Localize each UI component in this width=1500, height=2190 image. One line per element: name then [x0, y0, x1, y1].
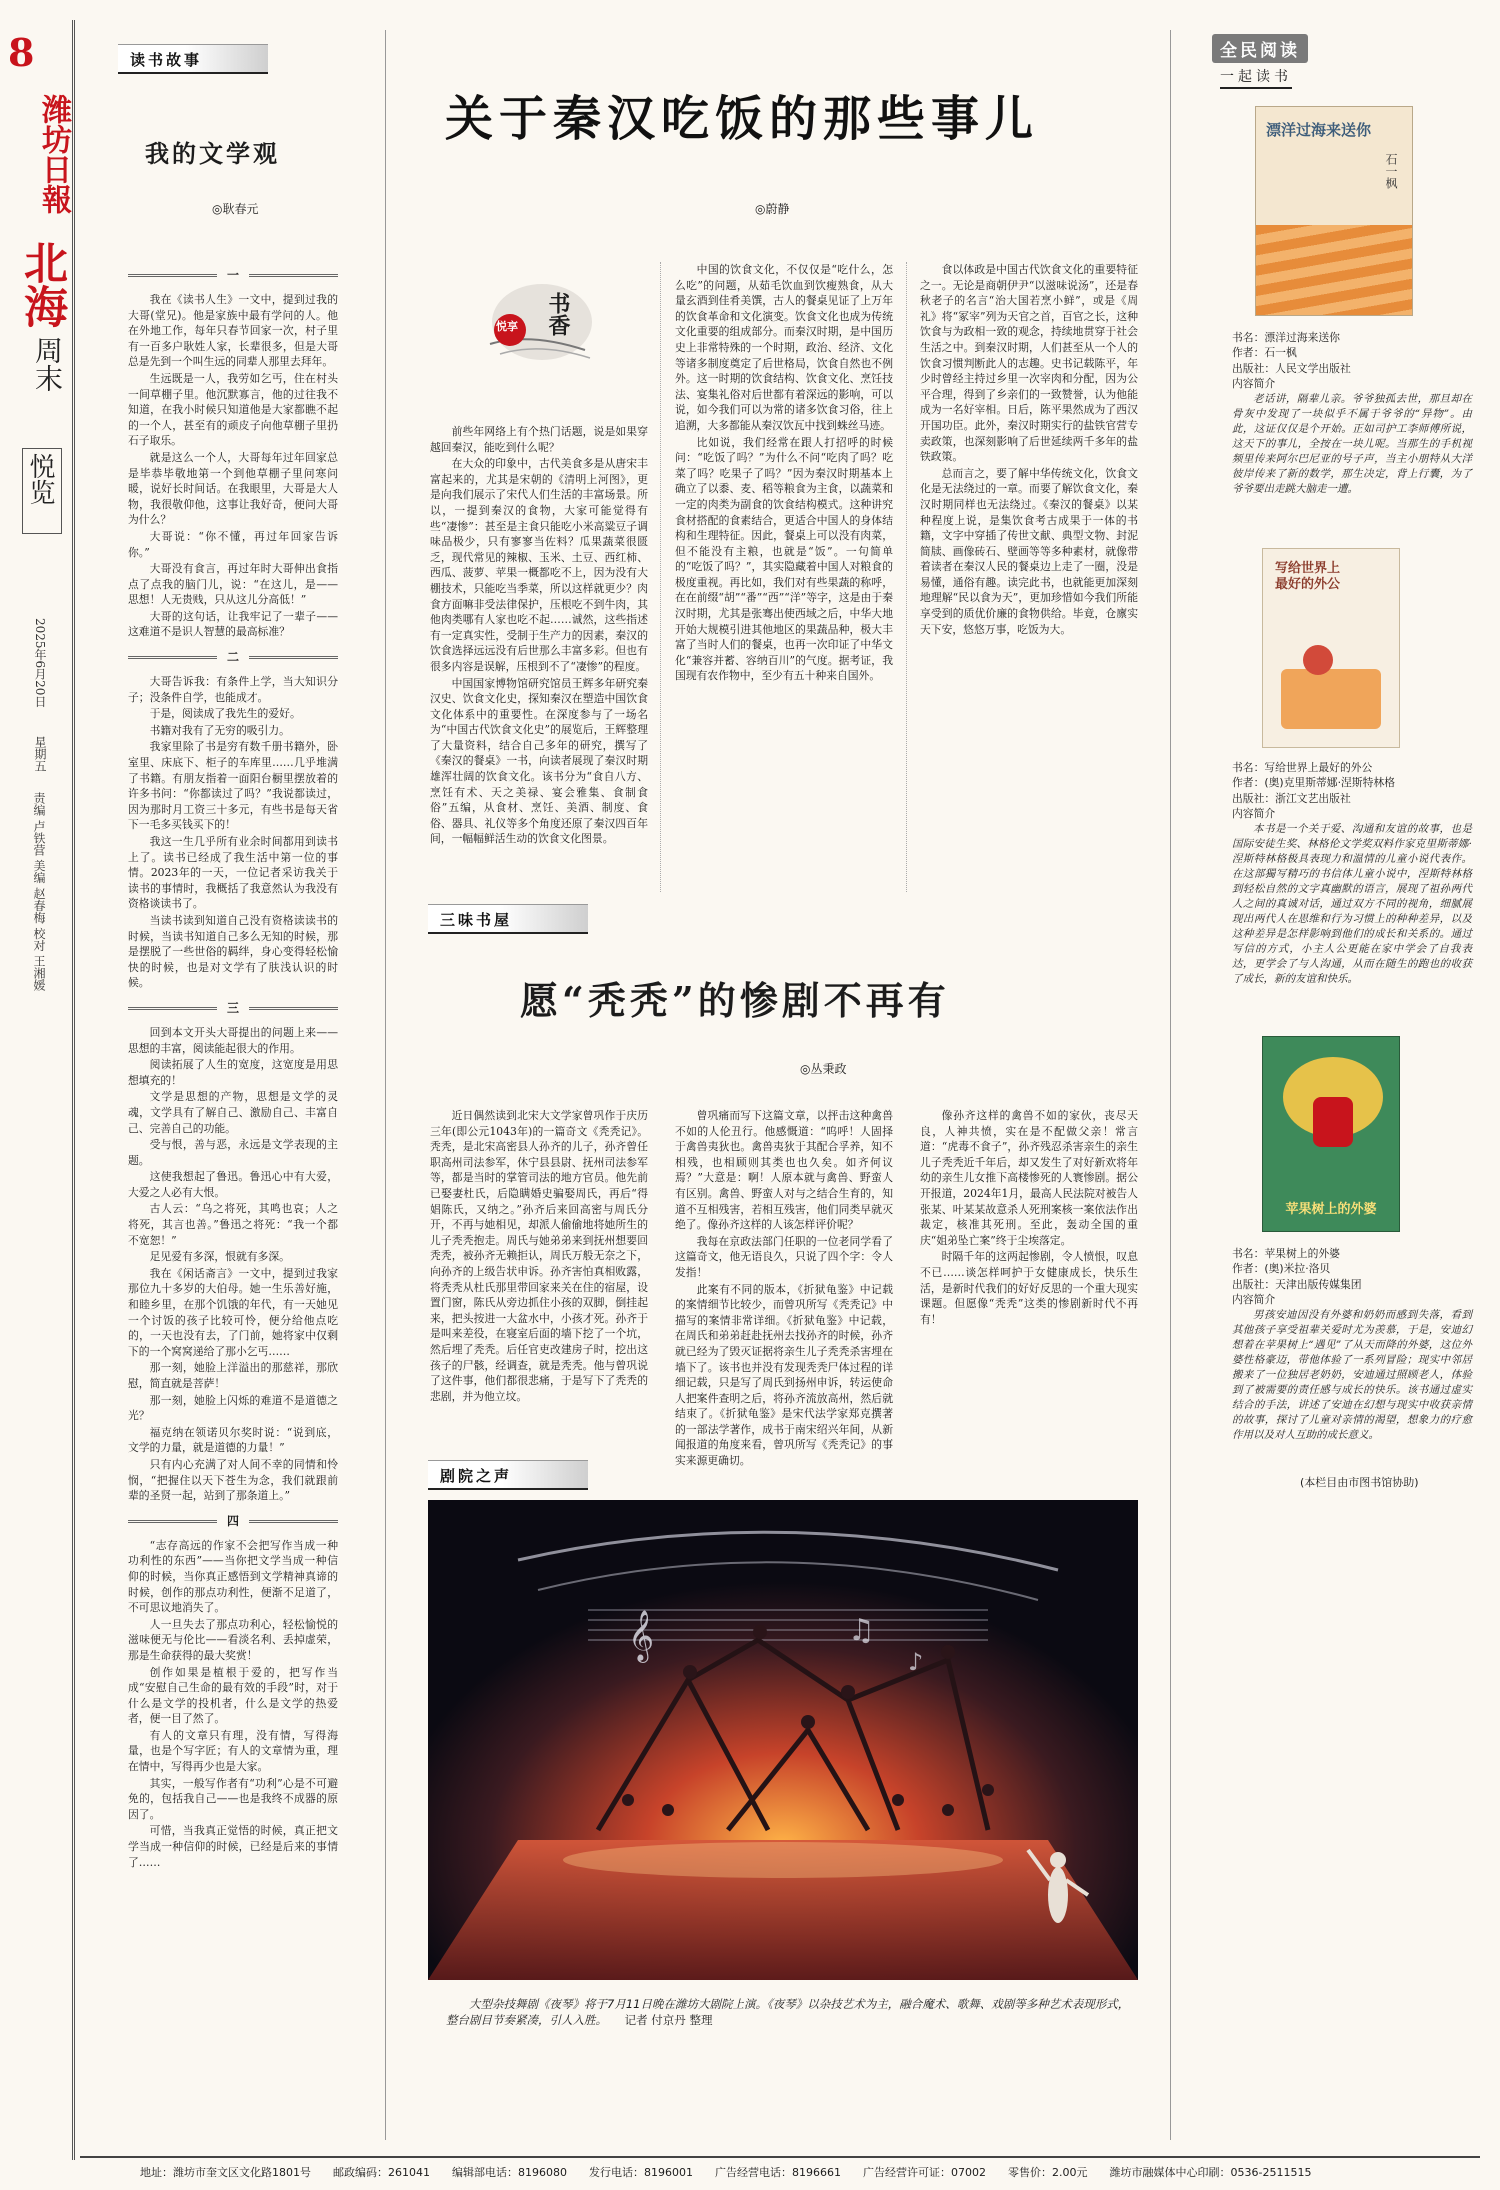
masthead	[0, 0, 72, 2170]
acrobatic-stage-photo	[428, 1500, 1138, 1980]
book2-info	[1232, 760, 1472, 822]
footer-newsroom-phone: 编辑部电话：8196080	[452, 2166, 567, 2179]
book2-cover	[1262, 548, 1400, 748]
book1-name: 书名：漂洋过海来送你	[1232, 331, 1340, 344]
footer-price: 零售价：2.00元	[1008, 2166, 1088, 2179]
book3-author: 作者：(奥)米拉·洛贝	[1232, 1262, 1331, 1276]
article2-col1: 前些年网络上有个热门话题，说是如果穿越回秦汉，能吃到什么呢？ 在大众的印象中，古代美食多是从唐宋丰富起来的，尤其是宋朝的《清明上河图》，更是向我们展示了宋代人们生活的丰富场景。所以，一提到秦汉的食物，大家可能觉得有些“凄惨”：甚至是主食只能吃小米高粱豆子调味品极少，只有寥寥当佐料？瓜果蔬菜很匮乏，现代常见的辣椒、玉米、土豆、西红柿、西瓜、菠萝、苹果一概都吃不上，因为没有大棚技术，只能吃当季菜，所以这样就更少？肉食方面嘛非受法律保护，压根吃不到牛肉，其他肉类哪有人家也吃不起……诚然，这些指述有一定真实性，受制于生产力的因素，秦汉的饮食选择远远没有后世那么丰富多彩。但也有很多内容是误解，压根到不了“凄惨”的程度。 中国国家博物馆研究馆员王辉多年研究秦汉史、饮食文化史，探知秦汉在塑造中国饮食文化体系中的重要性。在深度参与了一场名为“中国古代饮食文化史”的展览后，王辉整理了大量资料，结合自己多年的研究，撰写了《秦汉的餐桌》一书，向读者展现了秦汉时期雄浑壮阔的饮食文化。该书分为“食自八方、烹饪有术、天之美禄、宴会雅集、食制食俗”五编，从食材、烹饪、美酒、制度、食俗、器具、礼仪等多个角度还原了秦汉四百年间，一幅幅鲜活生动的饮食文化图景。	[430, 425, 648, 846]
article3-byline: ◎丛秉政	[800, 1062, 847, 1076]
footer-ad-license: 广告经营许可证：07002	[863, 2166, 986, 2179]
section-tag-sanwei: 三味书屋	[428, 904, 588, 934]
book3-cover-title: 苹果树上的外婆	[1285, 1202, 1377, 1217]
book1-cover-author: 石一枫	[1384, 153, 1398, 189]
book3-intro-label: 内容简介	[1232, 1293, 1276, 1307]
article2-title: 关于秦汉吃饭的那些事儿	[445, 91, 1040, 147]
shuxiang-label: 书香	[545, 292, 571, 336]
book3-publisher: 出版社：天津出版传媒集团	[1232, 1277, 1362, 1291]
article2-col2: 中国的饮食文化，不仅仅是“吃什么，怎么吃”的问题，从茹毛饮血到饮瘦熟食，从大量玄酒到佳肴美馔，古人的餐桌见证了上万年的饮食革命和文化演变。饮食文化也成为传统文化重要的组成部分。而秦汉时期，是中国历史上非常特殊的一个时期，政治、经济、文化等诸多制度奠定了后世格局，饮食自然也不例外。这一时期的饮食结构、饮食文化、烹饪技法、宴集礼俗对后世都有着深远的影响，可以说，如今我们可以为常的诸多饮食习俗，往上追溯，大多都能从秦汉饮瓦中找到蛛丝马迹。 比如说，我们经常在跟人打招呼的时候问：“吃饭了吗？”为什么不问“吃肉了吗？吃菜了吗？吃果子了吗？”因为秦汉时期基本上确立了以黍、麦、稻等粮食为主食，以蔬菜和一定的肉类为副食的饮食结构模式。这种讲究食材搭配的食素结合，更适合中国人的身体结构和生理特征。因此，餐桌上可以没有肉菜，但不能没有主粮，也就是“饭”。一句简单的“吃饭了吗？”，其实隐藏着中国人对粮食的极度重视。再比如，我们对有些果蔬的称呼，在在前缀“胡”“番”“西”“洋”等字，这是由于秦汉时期，尤其是张骞出使西域之后，中华大地开始大规模引进其他地区的果蔬品种，极大丰富了当时人们的餐桌，也再一次印证了中华文化“兼容并蓄、容纳百川”的气度。据考证，我国现有农作物中，至少有五十种来自国外。	[675, 263, 893, 683]
national-reading-label: 全民阅读	[1212, 34, 1308, 63]
book1-info	[1232, 330, 1472, 392]
paper-name: 潍坊日報	[36, 94, 71, 214]
article1-body: 一 我在《读书人生》一文中，提到过我的大哥(堂兄)。他是家族中最有学问的人。他在外地工作，每年只春节回家一次，村子里有一百多户耿姓人家，长辈很多，但是大哥总是先到一个叫生远的同辈人那里去拜年。 生远既是一人，我劳如乞丐，住在村头一间草棚子里。他沉默寡言，他的过往我不知道，在我小时候只知道他是大家都瞧不起的一个人，甚至有的顽皮子向他草棚子里扔石子取乐。 就是这么一个人，大哥每年过年回家总是毕恭毕敬地第一个到他草棚子里问寒问暖，说好长时间话。在我眼里，大哥是大人物，我很敬仰他，这事让我好奇，便问大哥为什么？ 大哥说：“你不懂，再过年回家告诉你。” 大哥没有食言，再过年时大哥伸出食指点了点我的脑门儿，说：“在这儿，是——思想！人无贵贱，只从这儿分高低！” 大哥的这句话，让我牢记了一辈子——这难道不是识人智慧的最高标准？ 二 大哥告诉我：有条件上学，当大知识分子；没条件自学，也能成才。 于是，阅读成了我先生的爱好。 书籍对我有了无穷的吸引力。 我家里除了书是穷有数千册书籍外，卧室里、床底下、柜子的车库里……几乎堆满了书籍。有朋友指着一面阳台橱里摆放着的许多书问：“你都读过了吗？”我说都读过，因为那时月工资三十多元，有些书是每天省下一毛多买钱买下的！ 我这一生几乎所有业余时间都用到读书上了。读书已经成了我生活中第一位的事情。2023年的一天，一位记者采访我关于读书的事情时，我概括了我意然认为我没有资格谈读书了。 当读书读到知道自己没有资格读读书的时候，当读书知道自己多么无知的时候，那是摆脱了一些世俗的羁绊，身心变得轻松愉快的时候，也是对文学有了肤浅认识的时候。 三 回到本文开头大哥提出的问题上来——思想的丰富，阅读能起很大的作用。 阅读拓展了人生的宽度，这宽度是用思想填充的！ 文学是思想的产物，思想是文学的灵魂，文学具有了解自己、激励自己、丰富自己、完善自己的功能。 受与恨，善与恶，永远是文学表现的主题。 这使我想起了鲁迅。鲁迅心中有大爱，大爱之人必有大恨。 古人云：“乌之将死，其鸣也哀；人之将死，其言也善。”鲁迅之将死：“我一个都不宽恕！” 足见爱有多深，恨就有多深。 我在《闲话斋言》一文中，提到过我家那位九十多岁的大伯母。她一生乐善好施，和睦乡里，在那个饥饿的年代，有一天她见一个讨饭的孩子比较可怜，便分给他点吃的，一天也没有去，了门前，她将家中仅剩下的一个窝窝递给了那小乞丐…… 那一刻，她脸上洋溢出的那慈祥，那欣慰，简直就是菩萨！ 那一刻，她脸上闪烁的难道不是道德之光？ 福克纳在领诺贝尔奖时说：“说到底，文学的力量，就是道德的力量！” 只有内心充满了对人间不幸的同情和怜悯，“把握住以天下苍生为念，我们就跟前辈的圣贤一起，站到了那条道上。” 四 “志存高远的作家不会把写作当成一种功利性的东西”——当你把文学当成一种信仰的时候，当你真正感悟到文学精神真谛的时候，创作的那点功利性，便渐不足道了，不可思议地消失了。 人一旦失去了那点功利心，轻松愉悦的滋味便无与伦比——看淡名利、丢掉虚荣，那是生命获得的最大奖赏！ 创作如果是植根于爱的，把写作当成“安慰自己生命的最有效的手段”时，对于什么是文学的投机者，什么是文学的热爱者，便一目了然了。 有人的文章只有理，没有情，写得海量，也是个写字匠；有人的文章情为重，理在情中，写得再少也是大家。 其实，一般写作者有“功利”心是不可避免的，包括我自己——也是我终不成器的原因了。 可惜，当我真正觉悟的时候，真正把文学当成一种信仰的时候，已经是后来的事情了……	[128, 258, 338, 2148]
book2-publisher: 出版社：浙江文艺出版社	[1232, 791, 1351, 805]
book3-intro: 男孩安迪因没有外婆和奶奶而感到失落，看到其他孩子享受祖辈关爱时尤为羡慕，于是，安迪幻想着在苹果树上“遇见”了从天而降的外婆，这位外婆性格豪迈，带他体验了一系列冒险；现实中邻居搬来了一位独居老奶奶，安迪通过照顾老人，体验到了被需要的责任感与成长的快乐。该书通过虚实结合的手法，讲述了安迪在幻想与现实中收获亲情的故事，探讨了儿童对亲情的渴望，想象力的疗愈作用以及对人互助的成长意义。	[1232, 1309, 1472, 1441]
footer-ad-phone: 广告经营电话：8196661	[715, 2166, 841, 2179]
article2-col3: 食以体政是中国古代饮食文化的重要特征之一。无论是商朝伊尹“以滋味说汤”，还是春秋老子的名言“治大国若烹小鲜”，或是《周礼》将“冢宰”列为天官之首，百官之长，这种饮食与为政相一致的观念，持续地贯穿于社会生活之中。到秦汉时期，人们甚至从一个人的饮食习惯判断此人的志趣。史书记载陈平，年少时曾经主持过乡里一次宰肉和分配，因为公平合理，得到了乡亲们的一致赞誉，认为他能成为一名好宰相。日后，陈平果然成为了西汉开国功臣。此外，秦汉时期实行的盐铁官营专卖政策，也深刻影响了后世延续两千多年的盐铁政策。 总而言之，要了解中华传统文化，饮食文化是无法绕过的一章。而要了解饮食文化，秦汉时期同样也无法绕过。《秦汉的餐桌》以某种程度上说，是集饮食考古成果于一体的书籍，文字中穿插了传世文献、典型文物、封泥简牍、画像砖石、壁画等等多种素材，就像带着读者在秦汉人民的餐桌边上走了一圈，没是易懂，通俗有趣。读完此书，也就能更加深刻地理解“民以食为天”，更加珍惜如今我们所能享受到的质优价廉的食物供给。毕竟，仓廪实天下安，悠悠万事，吃饭为大。	[920, 263, 1138, 636]
book1-intro: 老话讲，隔辈儿亲。爷爷独孤去世，那旦却在骨灰中发现了一块似乎不属于爷爷的“异物”。由此，这证仅仅是个开始。正如司护工李师傅所说，这天下的事儿，全按在一块儿呢。当那生的手机视频里传来阿尔巴尼亚的号子声，当主小朋特从大洋彼岸传来了新的数学，那生决定，背上行囊，为了爷爷要出走跳大脑走一遭。	[1232, 393, 1472, 495]
section-name: 悦览	[22, 448, 62, 534]
page-number: 8	[8, 30, 35, 75]
article3-col3: 像孙齐这样的禽兽不如的家伙，丧尽天良，人神共愤，实在是不配做父亲！常言道：“虎毒不食子”，孙齐残忍杀害亲生的亲生儿子秃秃近千年后，却又发生了对好新欢将年幼的亲生儿女推下高楼惨死的人寰惨剧。据公开报道，2024年1月，最高人民法院对被告人张某、叶某某故意杀人死刑案核一案依法作出裁定，核准其死刑。至此，轰动全国的重庆“姐弟坠亡案”终于尘埃落定。 时隔千年的这两起惨剧，令人愤恨，叹息不已……谈怎样呵护于女健康成长，快乐生活，是新时代我们的好好反思的一个重大现实课题。但愿像“秃秃”这类的惨剧新时代不再有！	[920, 1109, 1138, 1326]
ink-splash-icon	[470, 262, 600, 372]
footer-circulation-phone: 发行电话：8196001	[589, 2166, 693, 2179]
svg-text:♫: ♫	[848, 1613, 875, 1648]
national-reading-header	[1202, 30, 1442, 92]
book2-name: 书名：写给世界上最好的外公	[1232, 761, 1373, 774]
svg-text:♪: ♪	[908, 1648, 924, 1676]
yuexiang-label: 悦享	[496, 320, 518, 333]
article3-title: 愿“秃秃”的惨剧不再有	[520, 978, 950, 1023]
book3-cover	[1262, 1036, 1400, 1232]
section-number: 二	[128, 646, 338, 668]
article2-byline: ◎蔚静	[755, 202, 790, 216]
book1-cover	[1255, 106, 1413, 316]
section-tag-theatre: 剧院之声	[428, 1460, 588, 1490]
supplement-suffix: 周末	[31, 336, 64, 392]
section-number: 三	[128, 997, 338, 1019]
supplement-name: 北海	[16, 240, 67, 328]
footer-address: 地址：潍坊市奎文区文化路1801号	[140, 2166, 311, 2179]
svg-text:𝄞: 𝄞	[628, 1610, 655, 1661]
yuexiang-shuxiang-badge	[470, 262, 600, 372]
footer	[140, 2164, 1480, 2180]
book1-intro-label: 内容简介	[1232, 377, 1276, 391]
book2-intro-label: 内容简介	[1232, 807, 1276, 821]
article3-col1: 近日偶然读到北宋大文学家曾巩作于庆历三年(即公元1043年)的一篇奇文《秃秃记》。秃秃，是北宋高密县人孙齐的儿子，孙齐曾任职高州司法参军，休宁县县尉、抚州司法参军等，都是当时的掌管司法的地方官员。他先前已娶妻杜氏，后隐瞒婚史骗娶周氏，再后“得娼陈氏，又纳之。”孙齐后来回高密与周氏分开，不再与她相见，却派人偷偷地将她所生的儿子秃秃抱走。周氏与她弟弟来到抚州想要回秃秃，被孙齐无赖拒认，周氏万般无奈之下，向孙齐的上级告状申诉。孙齐害怕真相败露，将秃秃从杜氏那里带回家来关在住的宿屋，设置门窗，陈氏从旁边抓住小孩的双脚，倒挂起来，把头按进一大盆水中，小孩才死。孙齐于是叫来差役，在寝室后面的墙下挖了一个坑，然后埋了秃秃。后任官吏改建房子时，挖出这孩子的尸骸，经调查，就是秃秃。他与曾巩说了这件事，他们都很悲痛，于是写下了秃秃的悲剧，并为他立坟。	[430, 1109, 648, 1403]
book1-author: 作者：石一枫	[1232, 346, 1297, 360]
book2-intro: 本书是一个关于爱、沟通和友谊的故事，也是国际安徒生奖、林格伦文学奖双料作家克里斯蒂娜·涅斯特林格极具表现力和温情的儿童小说代表作。在这部獨写精巧的书信体儿童小说中，涅斯特林格到轻松自然的文字真幽默的语言，展现了祖孙两代人之间的真诚对话，通过双方不同的视角，细腻展现出两代人在思维和行为习惯上的种种差异，以及这种差异是怎样影响到他们的成长和关系的。通过写信的方式，小主人公更能在家中学会了自我表达，更学会了与人沟通，从而在随生的跑也的收获了成长，新的友谊和快乐。	[1232, 823, 1472, 985]
book1-publisher: 出版社：人民文学出版社	[1232, 361, 1351, 375]
section-number: 一	[128, 264, 338, 286]
photo-credit: 记者 付京丹 整理	[624, 2013, 713, 2027]
stage-photo	[428, 1500, 1138, 1980]
editors: 责编 卢铁营 美编 赵春梅 校对 王湘媛	[32, 792, 46, 992]
books-credit: (本栏目由市图书馆协助)	[1300, 1476, 1419, 1489]
article1-byline: ◎耿春元	[212, 202, 259, 216]
read-together-label: 一起读书	[1220, 66, 1292, 89]
book1-cover-title: 漂洋过海来送你	[1266, 121, 1372, 139]
footer-printer: 潍坊市融媒体中心印刷：0536-2511515	[1109, 2166, 1312, 2179]
book2-cover-title: 写给世界上最好的外公	[1275, 561, 1341, 592]
book2-author: 作者：(奥)克里斯蒂娜·涅斯特林格	[1232, 776, 1396, 790]
section-tag-reading-story: 读书故事	[118, 44, 268, 74]
article1-title: 我的文学观	[145, 139, 280, 168]
footer-postcode: 邮政编码：261041	[333, 2166, 430, 2179]
article3-col2: 曾巩痛而写下这篇文章，以抨击这种禽兽不如的人伦丑行。他感慨道：“呜呼！人固择于禽兽夷狄也。禽兽夷狄于其配合孚养，知不相残，也相顾则其类也也久矣。如齐何议焉？”大意是：啊！人原本就与禽兽、野蛮人有区别。禽兽、野蛮人对与之结合生育的，知道不互相残害，若相互残害，他们同类早就灭绝了。像孙齐这样的人该怎样评价呢？ 我每在京政法部门任职的一位老同学看了这篇奇文，他无语良久，只说了四个字：令人发指！ 此案有不同的版本，《折狱龟鉴》中记载的案情细节比较少，而曾巩所写《秃秃记》中描写的案情非常详细。《折狱龟鉴》中记载，在周氏和弟弟赶赴抚州去找孙齐的时候，孙齐就已经为了毁灭证据将亲生儿子秃秃杀害埋在墙下了。该书也并没有发现秃秃尸体过程的详细记载，只是写了周氏到扬州申诉，转运使命人把案件查明之后，将孙齐流放高州，然后就结束了。《折狱龟鉴》是宋代法学家郑克撰著的一部法学著作，成书于南宋绍兴年间，从新闻报道的角度来看，曾巩所写《秃秃记》的事实来源更确切。	[675, 1109, 893, 1468]
section-number: 四	[128, 1510, 338, 1532]
weekday: 星期五	[33, 736, 47, 772]
book3-info	[1232, 1246, 1472, 1308]
date: 2025年6月20日	[33, 618, 47, 708]
book3-name: 书名：苹果树上的外婆	[1232, 1247, 1340, 1260]
photo-caption: 大型杂技舞剧《夜琴》将于7月11日晚在潍坊大剧院上演。《夜琴》以杂技艺术为主，融合魔术、歌舞、戏剧等多种艺术表现形式，整台剧目节奏紧凑，引人入胜。 记者 付京丹 整理	[446, 1997, 1130, 2027]
